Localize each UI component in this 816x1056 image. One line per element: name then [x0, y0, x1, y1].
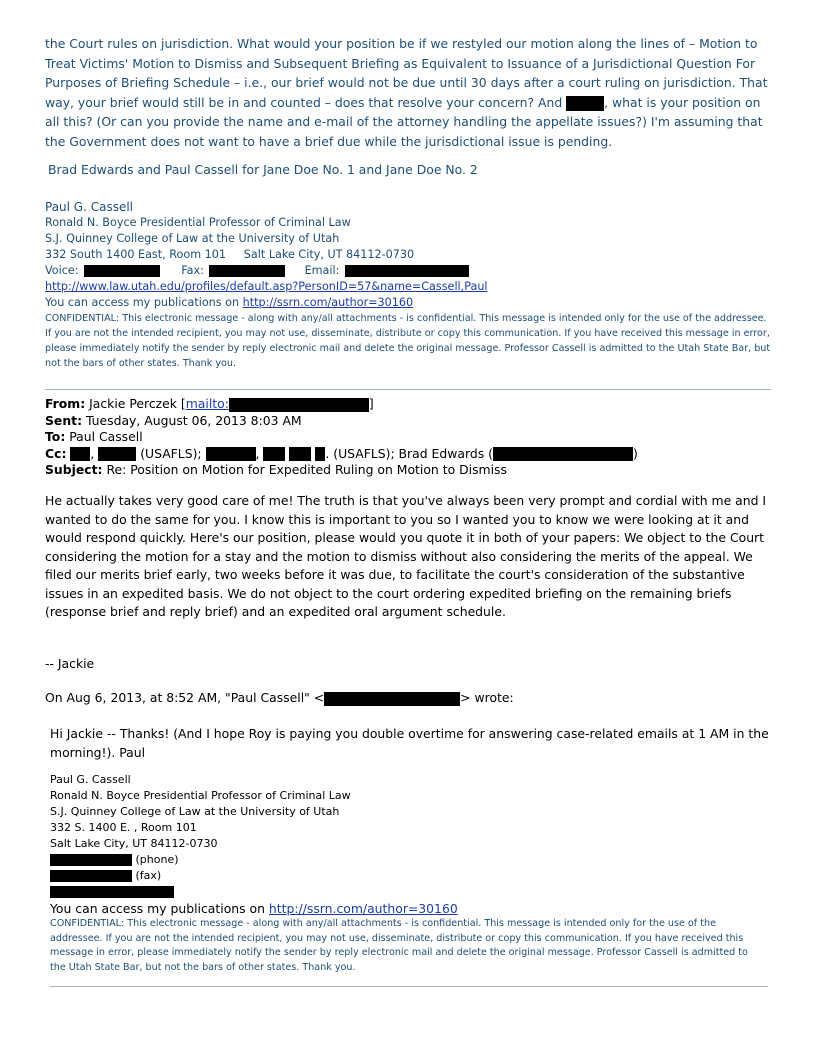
top-paragraph-text-2: , what is your position on all this? (Or can you provide the name and e-mail of the attorney handling the appellate issues?) I'm assuming that the Government does not want to have a brief due while the jurisdictional issue is pending. — [45, 94, 763, 149]
quoted-signature — [50, 772, 780, 975]
reply-body: He actually takes very good care of me! The truth is that you've always been very prompt and cordial with me and I wanted to do the same for you. I know this is important to you so I wanted you to know we were looking at it and would respond quickly. Here's our position, please would you quote it in both of your papers: We object to the Court considering the motion for a stay and the motion to dismiss without also considering the merits of the appeal. We filed our merits brief early, two weeks before it was due, to facilitate the court's consideration of the substantive issues in an expedited basis. We do not object to the court ordering expedited briefing on the remaining briefs (response brief and reply brief) and an expedited oral argument schedule. — [45, 493, 767, 619]
cc-usafls-2: . (USAFLS); Brad Edwards ( — [325, 445, 493, 461]
signature-name: Paul G. Cassell — [50, 773, 131, 786]
sent-line — [45, 413, 785, 430]
to-value: Paul Cassell — [69, 429, 143, 444]
cc-usafls-1: (USAFLS); — [136, 445, 202, 461]
subject-value: Re: Position on Motion for Expedited Ruling on Motion to Dismiss — [106, 462, 507, 477]
redaction-block — [206, 447, 256, 461]
from-label: From: — [45, 396, 86, 411]
ssrn-link[interactable]: http://ssrn.com/author=30160 — [268, 901, 458, 916]
separator-line — [50, 986, 768, 987]
confidential-notice: CONFIDENTIAL: This electronic message - along with any/all attachments - is confidential. This message is intended only for the use of the addressee. If you are not the intended recipient, you may not use, disseminate, distribute or copy this communication. If you have received this message in error, please immediately notify the sender by reply electronic mail and delete the original message. Professor Cassell is admitted to the Utah State Bar, but not the bars of other states. Thank you. — [45, 313, 771, 369]
signoff-line: Brad Edwards and Paul Cassell for Jane Doe No. 1 and Jane Doe No. 2 — [48, 162, 478, 177]
redaction-block — [324, 692, 460, 706]
top-paragraph — [45, 34, 775, 151]
fax-label: Fax: — [181, 264, 204, 277]
to-line — [45, 429, 785, 446]
publications-text: You can access my publications on — [50, 901, 269, 916]
redaction-block — [289, 447, 311, 461]
quote-intro-end: > wrote: — [460, 690, 514, 705]
redaction-block — [345, 265, 469, 277]
fax-label: (fax) — [132, 869, 162, 882]
confidential-notice: CONFIDENTIAL: This electronic message - along with any/all attachments - is confidential. This message is intended only for the use of the addressee. If you are not the intended recipient, you may not use, disseminate, distribute or copy this communication. If you have received this message in error, please immediately notify the sender by reply electronic mail and delete the original message. Professor Cassell is admitted to the Utah State Bar, but not the bars of other states. Thank you. — [50, 918, 748, 973]
publications-line — [50, 900, 780, 917]
bracket: ] — [368, 396, 374, 411]
sent-value: Tuesday, August 06, 2013 8:03 AM — [85, 412, 302, 428]
top-paragraph-text-1: the Court rules on jurisdiction. What would your position be if we restyled our motion along the lines of – Motion to Treat Victims' Motion to Dismiss and Subsequent Briefing as Equivalent to Issuance of a Jurisdictional Question For Purposes of Briefing Schedule – i.e., our brief would not be due until 30 days after a court ruling on jurisdiction. That way, your brief would still be in and counted – does that resolve your concern? And — [45, 36, 768, 110]
redaction-block — [566, 96, 604, 111]
from-line — [45, 396, 785, 413]
ssrn-link[interactable]: http://ssrn.com/author=30160 — [242, 296, 414, 309]
signature-school: S.J. Quinney College of Law at the University of Utah — [45, 232, 340, 245]
signature-name: Paul G. Cassell — [45, 200, 134, 214]
quote-intro — [45, 689, 514, 708]
signature-school: S.J. Quinney College of Law at the University of Utah — [50, 805, 340, 818]
voice-label: Voice: — [45, 264, 79, 277]
subject-label: Subject: — [45, 462, 103, 477]
profile-link[interactable]: http://www.law.utah.edu/profiles/default.asp?PersonID=57&name=Cassell,Paul — [45, 280, 488, 293]
redaction-block — [209, 265, 285, 277]
fax-line — [50, 868, 780, 884]
phone-label: (phone) — [132, 853, 179, 866]
subject-line — [45, 462, 785, 479]
redaction-block — [70, 447, 90, 461]
cc-label: Cc: — [45, 445, 67, 461]
redaction-block — [50, 870, 132, 882]
separator-line — [45, 389, 771, 390]
email-header — [45, 396, 785, 479]
contact-line — [45, 263, 785, 279]
from-name: Jackie Perczek [ — [89, 396, 186, 411]
mailto-link[interactable]: mailto: — [185, 396, 229, 411]
email-line — [50, 884, 780, 900]
signature-block — [45, 199, 785, 371]
redaction-block — [315, 447, 325, 461]
quoted-body: Hi Jackie -- Thanks! (And I hope Roy is paying you double overtime for answering case-related emails at 1 AM in the morning!). Paul — [50, 726, 769, 760]
signature-address: 332 S. 1400 E. , Room 101 — [50, 821, 197, 834]
comma: , — [90, 445, 95, 461]
email-label: Email: — [304, 264, 340, 277]
redaction-block — [98, 447, 136, 461]
quote-intro-text: On Aug 6, 2013, at 8:52 AM, "Paul Cassell" < — [45, 690, 325, 705]
paren: ) — [632, 445, 638, 461]
signature-title: Ronald N. Boyce Presidential Professor of Criminal Law — [45, 216, 351, 229]
comma: , — [255, 445, 260, 461]
redaction-block — [50, 854, 132, 866]
redaction-block — [263, 447, 285, 461]
signature-city: Salt Lake City, UT 84112-0730 — [50, 837, 218, 850]
publications-text: You can access my publications on — [45, 296, 243, 309]
reply-signature: -- Jackie — [45, 656, 95, 671]
redaction-block — [493, 447, 633, 461]
signature-address: 332 South 1400 East, Room 101 Salt Lake City, UT 84112-0730 — [45, 248, 415, 261]
redaction-block — [50, 886, 174, 898]
phone-line — [50, 852, 780, 868]
redaction-block — [84, 265, 160, 277]
cc-line — [45, 446, 785, 463]
redaction-block — [229, 398, 369, 412]
sent-label: Sent: — [45, 412, 83, 428]
signature-title: Ronald N. Boyce Presidential Professor of Criminal Law — [50, 789, 351, 802]
to-label: To: — [45, 429, 66, 444]
